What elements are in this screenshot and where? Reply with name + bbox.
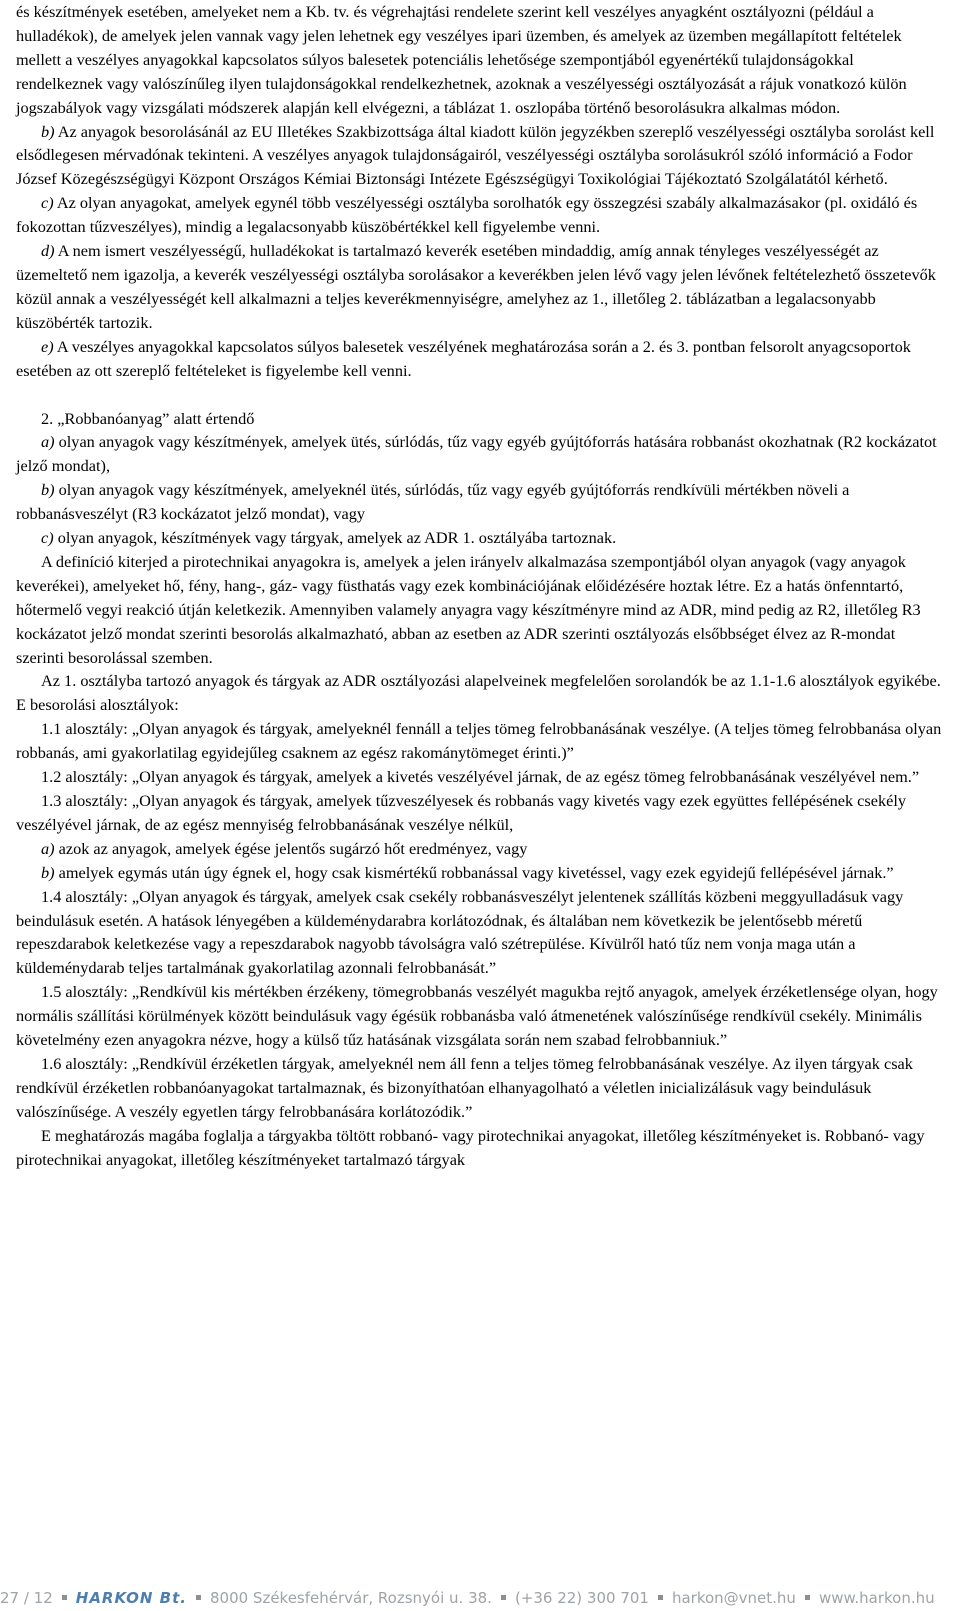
list-marker: b)	[41, 862, 55, 882]
paragraph	[16, 526, 944, 550]
separator-square-icon	[658, 1595, 663, 1600]
footer-website-link[interactable]: www.harkon.hu	[818, 1589, 935, 1607]
paragraph	[16, 717, 944, 765]
paragraph	[16, 550, 944, 670]
paragraph-text: Az 1. osztályba tartozó anyagok és tárgyak az ADR osztályozási alapelveinek megfelelően sorolandók be az 1.1-1.6 alosztályok egyikébe. E besorolási alosztályok:	[16, 671, 941, 715]
paragraph-text: és készítmények esetében, amelyeket nem a Kb. tv. és végrehajtási rendelete szerint kell veszélyes anyagként osztályozni (például a hulladékok), de amelyek jelen vannak vagy jelen lehetnek egy veszélyes ipari üzemben, és amelyek az üzemben megállapított feltételek mellett a veszélyes anyagokkal kapcsolatos súlyos balesetek potenciális lehetősége szempontjából egyenértékű tulajdonságokkal rendelkeznek vagy valószínűleg ilyen tulajdonságokkal rendelkezhetnek, azoknak a veszélyességi osztályozását a rájuk vonatkozó külön jogszabályok vagy vizsgálati módszerek alapján kell elvégezni, a táblázat 1. oszlopába történő besorolásukra alkalmas módon.	[16, 2, 907, 117]
separator-square-icon	[501, 1595, 506, 1600]
paragraph	[16, 478, 944, 526]
paragraph-text: A veszélyes anyagokkal kapcsolatos súlyos balesetek veszélyének meghatározása során a 2. és 3. pontban felsorolt anyagcsoportok esetében az ott szereplő feltételeket is figyelembe kell venni.	[16, 336, 911, 380]
paragraph-text: 1.3 alosztály: „Olyan anyagok és tárgyak, amelyek tűzveszélyesek és robbanás vagy kivetés vagy ezek együttes fellépésének csekély veszélyével járnak, de az egész mennyiség felrobbanásának veszélye nélkül,	[16, 791, 906, 834]
list-marker: d)	[41, 241, 55, 261]
company-logo: HARKON Bt.	[75, 1589, 187, 1607]
list-marker: b)	[41, 480, 55, 500]
paragraph	[16, 885, 944, 981]
list-marker: e)	[41, 336, 54, 356]
list-marker: a)	[41, 838, 55, 858]
document-body	[16, 0, 944, 1172]
list-marker: b)	[41, 121, 55, 141]
paragraph	[16, 430, 944, 478]
paragraph	[16, 1124, 944, 1172]
paragraph	[16, 669, 944, 717]
paragraph	[16, 239, 944, 335]
paragraph	[16, 765, 944, 789]
paragraph	[16, 861, 944, 885]
paragraph	[16, 120, 944, 192]
paragraph-text: 1.5 alosztály: „Rendkívül kis mértékben érzékeny, tömegrobbanás veszélyét magukba rejtő anyagok, amelyek érzéketlensége olyan, hogy normális szállítási körülmények között beindulásuk vagy égésük robbanásba való átmenetének valószínűsége rendkívül csekély. Minimális követelmény ezen anyagokra nézve, hogy a külső tűz hatásának vizsgálata során nem szabad felrobbanniuk.”	[16, 982, 938, 1050]
paragraph	[16, 837, 944, 861]
paragraph	[16, 789, 944, 837]
footer-email-link[interactable]: harkon@vnet.hu	[671, 1589, 796, 1607]
paragraph-text: 1.2 alosztály: „Olyan anyagok és tárgyak, amelyek a kivetés veszélyével járnak, de az egész tömeg felrobbanásának veszélyével nem.”	[41, 767, 920, 787]
separator-square-icon	[805, 1595, 810, 1600]
paragraph-text: E meghatározás magába foglalja a tárgyakba töltött robbanó- vagy pirotechnikai anyagokat, illetőleg készítményeket is. Robbanó- vagy pirotechnikai anyagokat, illetőleg készítményeket tartalmazó tárgyak	[16, 1125, 925, 1169]
paragraph-text: 2. „Robbanóanyag” alatt értendő	[41, 408, 255, 428]
list-marker: c)	[41, 528, 54, 548]
paragraph-text: olyan anyagok vagy készítmények, amelyeknél ütés, súrlódás, tűz vagy egyéb gyújtóforrás rendkívüli mértékben növeli a robbanásveszélyt (R3 kockázatot jelző mondat), vagy	[16, 480, 850, 524]
separator-square-icon	[62, 1595, 67, 1600]
paragraph-text: A definíció kiterjed a pirotechnikai anyagokra is, amelyek a jelen irányelv alkalmazása szempontjából olyan anyagok (vagy anyagok keverékei), amelyeket hő, fény, hang-, gáz- vagy füsthatás vagy ezek kombinációjának előidézésére hoztak létre. Ez a hatás önfenntartó, hőtermelő vegyi reakció útján keletkezik. Amennyiben valamely anyagra vagy készítményre mind az ADR, mind pedig az R2, illetőleg R3 kockázatot jelző mondat szerinti besorolás alkalmazható, abban az esetben az ADR szerinti osztályozás elsőbbséget élvez az R-mondat szerinti besorolással szemben.	[16, 551, 921, 667]
paragraph-text: Az olyan anyagokat, amelyek egynél több veszélyességi osztályba sorolhatók egy összegzési szabály alkalmazásakor (pl. oxidáló és fokozottan tűzveszélyes), mindig a legalacsonyabb küszöbértékkel kell figyelembe venni.	[16, 193, 918, 237]
paragraph-text: 1.6 alosztály: „Rendkívül érzéketlen tárgyak, amelyeknél nem áll fenn a teljes tömeg felrobbanásának veszélye. Az ilyen tárgyak csak rendkívül érzéketlen robbanóanyagokat tartalmaznak, és bizonyíthatóan elhanyagolható a véletlen inicializálásuk vagy beindulásuk valószínűsége. A veszély egyetlen tárgy felrobbanására korlátozódik.”	[16, 1053, 913, 1121]
footer-address: 8000 Székesfehérvár, Rozsnyói u. 38.	[209, 1589, 492, 1607]
paragraph	[16, 335, 944, 383]
section-heading	[16, 407, 944, 431]
paragraph-text: A nem ismert veszélyességű, hulladékokat is tartalmazó keverék esetében mindaddig, amíg annak tényleges veszélyességét az üzemeltető nem igazolja, a keverék veszélyességi osztályba sorolásakor a keverékben jelen lévő vagy jelen lévőnek feltételezhető összetevők közül annak a veszélyességét kell alkalmazni a teljes keverékmennyiségre, amelyhez az 1., illetőleg 2. táblázatban a legalacsonyabb küszöbérték tartozik.	[16, 241, 936, 332]
paragraph-text: olyan anyagok vagy készítmények, amelyek ütés, súrlódás, tűz vagy egyéb gyújtóforrás hatására robbanást okozhatnak (R2 kockázatot jelző mondat),	[16, 432, 937, 476]
paragraph-gap	[16, 383, 944, 407]
paragraph-text: amelyek egymás után úgy égnek el, hogy csak kismértékű robbanással vagy kivetéssel, vagy ezek egyidejű fellépésével járnak.”	[54, 862, 894, 882]
paragraph-text: olyan anyagok, készítmények vagy tárgyak, amelyek az ADR 1. osztályába tartoznak.	[53, 528, 617, 548]
paragraph	[16, 980, 944, 1052]
paragraph-text: Az anyagok besorolásánál az EU Illetékes Szakbizottsága által kiadott külön jegyzékben szereplő veszélyességi osztályba sorolást kell elsődlegesen mérvadónak tekinteni. A veszélyes anyagok tulajdonságairól, veszélyességi osztályba sorolásukról szóló információ a Fodor József Közegészségügyi Központ Országos Kémiai Biztonsági Intézete Egészségügyi Toxikológiai Tájékoztató Szolgálatától kérhető.	[16, 121, 935, 189]
paragraph	[16, 1052, 944, 1124]
separator-square-icon	[196, 1595, 201, 1600]
paragraph-text: 1.4 alosztály: „Olyan anyagok és tárgyak, amelyek csak csekély robbanásveszélyt jelentenek szállítás közbeni meggyulladásuk vagy beindulásuk esetén. A hatások lényegében a küldeménydarabra korlátozódnak, és általában nem következik be jelentősebb méretű repeszdarabok keletkezése vagy a repeszdarabok nagyobb távolságra való szétrepülése. Kívülről ható tűz nem vonja maga után a küldeménydarab teljes tartalmának gyakorlatilag azonnali felrobbanását.”	[16, 886, 904, 978]
paragraph-text: azok az anyagok, amelyek égése jelentős sugárzó hőt eredményez, vagy	[54, 838, 528, 858]
footer-phone: (+36 22) 300 701	[514, 1589, 649, 1607]
page-footer	[0, 1585, 960, 1611]
paragraph	[16, 0, 944, 120]
page-number: 27 / 12	[0, 1589, 53, 1607]
list-marker: a)	[41, 432, 55, 452]
paragraph-text: 1.1 alosztály: „Olyan anyagok és tárgyak, amelyeknél fennáll a teljes tömeg felrobbanásának veszélye. (A teljes tömeg felrobbanása olyan robbanás, ami gyakorlatilag egyidejűleg csaknem az egész rakománytömeget érinti.)”	[16, 719, 942, 763]
list-marker: c)	[41, 193, 54, 213]
paragraph	[16, 191, 944, 239]
